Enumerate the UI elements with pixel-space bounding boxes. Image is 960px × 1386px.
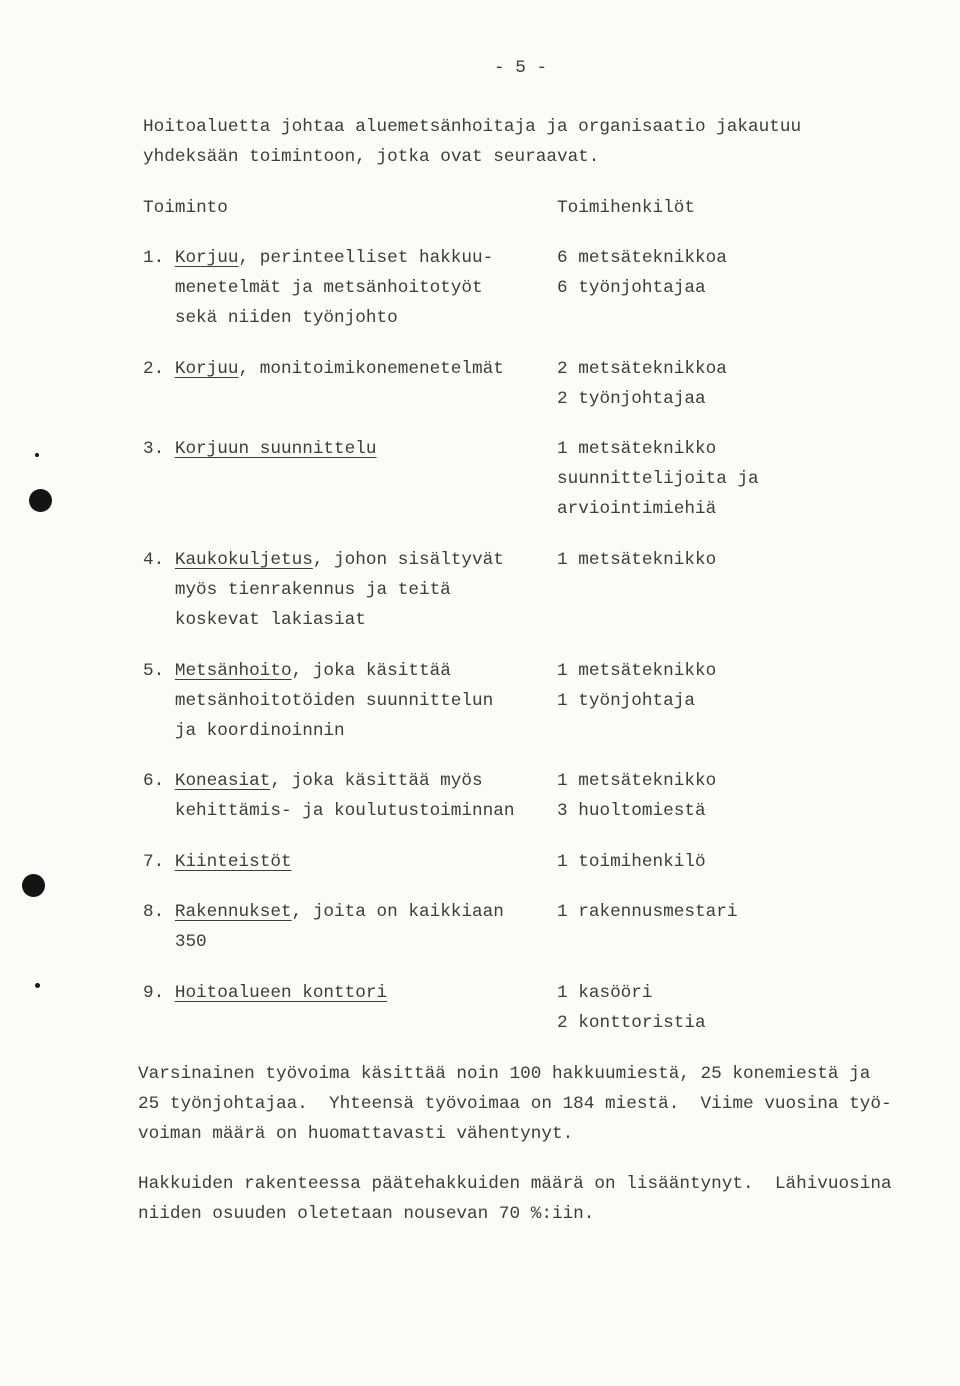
staff-cell (557, 897, 857, 957)
staff-line: 1 metsäteknikko (557, 549, 717, 570)
function-description: , joka käsittää myös (270, 771, 483, 792)
function-term: Koneasiat (174, 771, 271, 792)
function-term: Kaukokuljetus (174, 549, 313, 570)
table-row (143, 766, 923, 826)
function-description: , johon sisältyvät (312, 549, 504, 570)
function-line (143, 354, 557, 384)
function-term: Rakennukset (174, 902, 292, 923)
punch-hole (29, 489, 52, 512)
function-line (143, 243, 557, 273)
function-column-header (143, 193, 557, 223)
function-description: , monitoimikonemenetelmät (238, 358, 504, 379)
function-term: Korjuun suunnittelu (174, 439, 377, 460)
function-line (143, 434, 557, 464)
function-line: 350 (174, 932, 207, 953)
intro-line: yhdeksään toimintoon, jotka ovat seuraavat. (143, 147, 600, 167)
staff-line: 1 rakennusmestari (557, 902, 738, 923)
staff-line: 6 työnjohtajaa (557, 278, 706, 299)
staff-line: suunnittelijoita ja (557, 469, 759, 490)
function-cell (143, 766, 557, 826)
intro-line: Hoitoaluetta johtaa aluemetsänhoitaja ja organisaatio jakautuu (143, 117, 802, 137)
paragraph-line: niiden osuuden oletetaan nousevan 70 %:iin. (138, 1204, 595, 1225)
item-number: 8. (143, 902, 165, 923)
staff-line: arviointimiehiä (557, 499, 717, 520)
staff-cell (557, 847, 857, 877)
staff-line: 1 toimihenkilö (557, 851, 706, 872)
function-term: Metsänhoito (174, 660, 292, 681)
staff-line: 2 konttoristia (557, 1012, 706, 1033)
table-row (143, 978, 923, 1038)
staff-line: 1 metsäteknikko (557, 771, 717, 792)
item-number: 9. (143, 982, 165, 1003)
function-line: kehittämis- ja koulutustoiminnan (174, 801, 515, 822)
function-line (143, 766, 557, 796)
function-line: menetelmät ja metsänhoitotyöt (174, 278, 483, 299)
function-line: sekä niiden työnjohto (174, 308, 398, 329)
function-cell (143, 978, 557, 1038)
function-line: ja koordinoinnin (174, 720, 345, 741)
function-cell (143, 243, 557, 333)
scan-speck (35, 453, 39, 457)
workforce-paragraph (138, 1059, 923, 1149)
item-number: 2. (143, 358, 165, 379)
intro-paragraph (143, 112, 923, 172)
staff-cell (557, 243, 857, 333)
item-number: 1. (143, 248, 165, 269)
function-term: Korjuu (174, 248, 239, 269)
function-line (143, 897, 557, 927)
item-number: 5. (143, 660, 165, 681)
paragraph-line: Varsinainen työvoima käsittää noin 100 hakkuumiestä, 25 konemiestä ja (138, 1063, 871, 1084)
table-row (143, 354, 923, 414)
function-line (143, 656, 557, 686)
scan-speck (35, 983, 40, 988)
function-description: , perinteelliset hakkuu- (238, 248, 494, 269)
staff-line: 6 metsäteknikkoa (557, 248, 727, 269)
table-header (143, 193, 923, 223)
table-row (143, 434, 923, 524)
staff-cell (557, 766, 857, 826)
table-row (143, 656, 923, 746)
item-number: 6. (143, 771, 165, 792)
staff-column-header (557, 193, 857, 223)
function-term: Hoitoalueen konttori (174, 982, 388, 1003)
function-line (143, 545, 557, 575)
staff-line: 2 työnjohtajaa (557, 388, 706, 409)
staff-cell (557, 354, 857, 414)
logging-paragraph (138, 1169, 923, 1229)
function-cell (143, 545, 557, 635)
table-row (143, 243, 923, 333)
staff-line: 2 metsäteknikkoa (557, 358, 727, 379)
function-line: koskevat lakiasiat (174, 609, 366, 630)
function-cell (143, 354, 557, 414)
paragraph-line: voiman määrä on huomattavasti vähentynyt. (138, 1123, 574, 1144)
page-number: - 5 - (494, 58, 548, 78)
function-cell (143, 656, 557, 746)
staff-cell (557, 978, 857, 1038)
paragraph-line: Hakkuiden rakenteessa päätehakkuiden määrä on lisääntynyt. Lähivuosina (138, 1174, 892, 1195)
staff-cell (557, 545, 857, 635)
function-description: , joita on kaikkiaan (291, 902, 504, 923)
staff-line: 3 huoltomiestä (557, 801, 706, 822)
table-row (143, 847, 923, 877)
function-cell (143, 897, 557, 957)
function-line: myös tienrakennus ja teitä (174, 579, 451, 600)
function-line (143, 847, 557, 877)
item-number: 3. (143, 439, 165, 460)
function-term: Korjuu (174, 358, 239, 379)
header-staff: Toimihenkilöt (557, 197, 695, 218)
staff-line: 1 kasööri (557, 982, 653, 1003)
table-row (143, 545, 923, 635)
staff-line: 1 metsäteknikko (557, 660, 717, 681)
staff-line: 1 työnjohtaja (557, 690, 695, 711)
staff-cell (557, 434, 857, 524)
table-row (143, 897, 923, 957)
header-function: Toiminto (143, 197, 228, 218)
function-line: metsänhoitotöiden suunnittelun (174, 690, 494, 711)
item-number: 7. (143, 851, 165, 872)
staff-cell (557, 656, 857, 746)
function-line (143, 978, 557, 1008)
staff-line: 1 metsäteknikko (557, 439, 717, 460)
function-cell (143, 847, 557, 877)
item-number: 4. (143, 549, 165, 570)
function-term: Kiinteistöt (174, 851, 292, 872)
paragraph-line: 25 työnjohtajaa. Yhteensä työvoimaa on 184 miestä. Viime vuosina työ- (138, 1093, 892, 1114)
function-cell (143, 434, 557, 524)
page-content (138, 112, 923, 1250)
function-description: , joka käsittää (291, 660, 451, 681)
punch-hole (22, 874, 45, 897)
